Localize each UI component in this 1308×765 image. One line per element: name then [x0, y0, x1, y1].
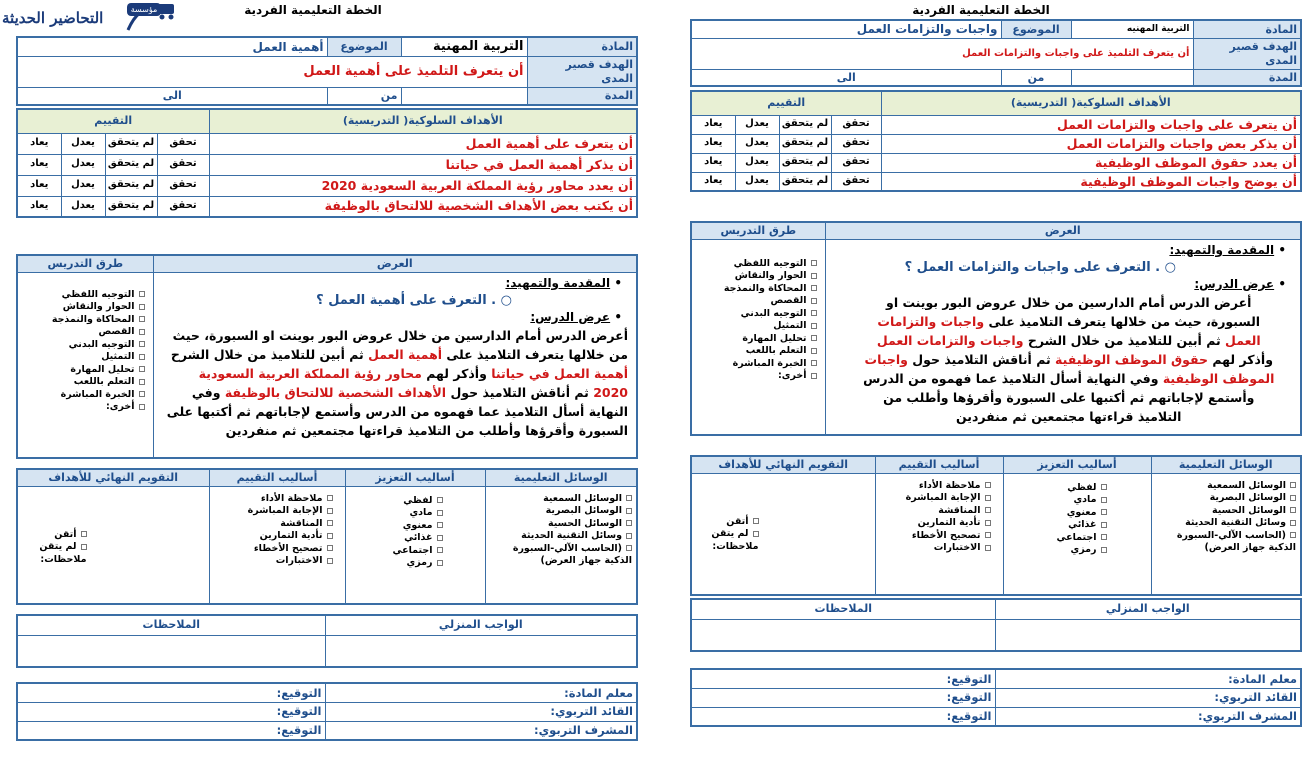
assess-item[interactable]: تصحيح الأخطاء	[214, 543, 333, 556]
intro-label: المقدمة والتمهيد:	[505, 275, 611, 290]
eval-redo[interactable]: يعاد	[17, 133, 61, 154]
assess-item[interactable]: المناقشة	[214, 518, 333, 531]
presentation-header: العرض	[825, 222, 1301, 239]
teacher-label: معلم المادة:	[325, 683, 637, 702]
supervisor-label: المشرف التربوي:	[325, 721, 637, 740]
method-item[interactable]: التوجيه البدني	[22, 339, 145, 352]
assess-item[interactable]: ملاحظة الأداء	[880, 480, 991, 493]
lesson-paragraph: أعرض الدرس أمام الدارسين من خلال عروض البور بوينت او السبورة، حيث من خلالها يتعرف التلاميذ على أهمية العمل ثم أبين للتلاميذ من خلال الشرح أهمية العمل في حياتنا وأذكر لهم محاور رؤية المملكة العربية السعودية 2020 ثم أناقش التلاميذ حول الأهداف الشخصية للالتحاق بالوظيفة وفي النهاية أسأل التلاميذ عما فهموه من الدرس وأستمع لإجاباتهم ثم أكتبها على السبورة وأقرؤها وأطلب من التلاميذ قراءتها مجتمعين ثم منفردين	[166, 327, 628, 438]
notes-area[interactable]	[17, 635, 325, 667]
final-header: التقويم النهائي للأهداف	[17, 469, 209, 486]
eval-done[interactable]: تحقق	[831, 153, 881, 172]
assess-header: أساليب التقييم	[209, 469, 345, 486]
reinforce-list	[1003, 473, 1151, 595]
method-item[interactable]: الخبرة المباشرة	[22, 389, 145, 402]
assess-item[interactable]: الاختبارات	[214, 555, 333, 568]
assess-item[interactable]: الاختبارات	[880, 542, 991, 555]
objective-item: أن يعدد محاور رؤية المملكة العربية السعودية 2020	[209, 175, 637, 196]
tools-table	[690, 455, 1302, 596]
sign-label[interactable]: التوقيع:	[691, 688, 995, 707]
methods-list	[691, 239, 825, 435]
reinforce-item[interactable]: مادي	[1008, 494, 1107, 507]
notes-header: الملاحظات	[17, 615, 325, 635]
homework-area[interactable]	[995, 619, 1301, 651]
signature-table	[16, 682, 638, 741]
method-item[interactable]: الحوار والنقاش	[22, 301, 145, 314]
logo	[2, 0, 192, 34]
objectives-table	[690, 90, 1302, 192]
eval-notdone[interactable]: لم يتحقق	[779, 153, 831, 172]
eval-modify[interactable]: يعدل	[735, 153, 779, 172]
eval-modify[interactable]: يعدل	[61, 133, 105, 154]
eval-notdone[interactable]: لم يتحقق	[105, 133, 157, 154]
eval-header: التقييم	[691, 91, 881, 115]
method-item[interactable]: أخرى:	[22, 401, 145, 414]
eval-done[interactable]: تحقق	[831, 172, 881, 191]
eval-modify[interactable]: يعدل	[61, 175, 105, 196]
objectives-header: الأهداف السلوكية( التدريسية)	[209, 109, 637, 133]
goal-label: الهدف قصير المدى	[527, 57, 637, 88]
final-notes: ملاحظات:	[712, 540, 759, 552]
final-item[interactable]: لم يتقن	[696, 528, 759, 541]
method-item[interactable]: التعلم باللعب	[22, 376, 145, 389]
intro-label: المقدمة والتمهيد:	[1169, 242, 1275, 257]
aids-list	[1151, 473, 1301, 595]
logo-text: التحاضير الحديثة	[2, 9, 104, 27]
eval-notdone[interactable]: لم يتحقق	[779, 115, 831, 134]
assess-item[interactable]: ملاحظة الأداء	[214, 493, 333, 506]
reinforce-item[interactable]: غذائي	[350, 532, 443, 545]
lesson-label: عرض الدرس:	[1194, 276, 1275, 291]
eval-notdone[interactable]: لم يتحقق	[105, 175, 157, 196]
from-label: من	[1001, 69, 1071, 86]
intro-question: التعرف على أهمية العمل ؟	[316, 292, 487, 308]
final-eval	[17, 486, 209, 604]
method-item[interactable]: التمثيل	[696, 320, 817, 333]
plan-title: الخطة التعليمية الفردية	[244, 3, 382, 17]
subject-label: المادة	[527, 37, 637, 57]
eval-redo[interactable]: يعاد	[17, 175, 61, 196]
method-item[interactable]: تحليل المهارة	[696, 333, 817, 346]
sign-label[interactable]: التوقيع:	[17, 721, 325, 740]
presentation-table	[690, 221, 1302, 436]
objectives-table	[16, 108, 638, 218]
assess-item[interactable]: الإجابة المباشرة	[214, 505, 333, 518]
eval-notdone[interactable]: لم يتحقق	[779, 172, 831, 191]
assess-item[interactable]: الإجابة المباشرة	[880, 492, 991, 505]
plan-header-table	[16, 36, 638, 106]
method-item[interactable]: الحوار والنقاش	[696, 270, 817, 283]
supervisor-label: المشرف التربوي:	[995, 707, 1301, 726]
objective-item: أن يوضح واجبات الموظف الوظيفية	[881, 172, 1301, 191]
goal-value[interactable]: أن يتعرف التلميذ على أهمية العمل	[17, 57, 527, 88]
objective-item: أن يكتب بعض الأهداف الشخصية للالتحاق بالوظيفة	[209, 196, 637, 217]
homework-table	[690, 598, 1302, 652]
topic-label: الموضوع	[327, 37, 401, 57]
method-item[interactable]: التوجيه البدني	[696, 308, 817, 321]
presentation-body: • المقدمة والتمهيد: ○ . التعرف على أهمية العمل ؟ • عرض الدرس: أعرض الدرس أمام الدارسين من خلال عروض البور بوينت او السبورة، حيث من خلالها يتعرف التلاميذ على أهمية العمل ثم أبين للتلاميذ من خلال الشرح أهمية العمل في حياتنا وأذكر لهم محاور رؤية المملكة العربية السعودية 2020 ثم أناقش التلاميذ حول الأهداف الشخصية للالتحاق بالوظيفة وفي النهاية أسأل التلاميذ عما فهموه من الدرس وأستمع لإجاباتهم ثم أكتبها على السبورة وأقرؤها وأطلب من التلاميذ قراءتها مجتمعين ثم منفردين	[153, 272, 637, 458]
eval-notdone[interactable]: لم يتحقق	[105, 196, 157, 217]
method-item[interactable]: التعلم باللعب	[696, 345, 817, 358]
eval-modify[interactable]: يعدل	[61, 154, 105, 175]
notes-header: الملاحظات	[691, 599, 995, 619]
subject-label: المادة	[1193, 20, 1301, 39]
reinforce-item[interactable]: مادي	[350, 507, 443, 520]
method-item[interactable]: المحاكاة والنمذجة	[696, 283, 817, 296]
final-header: التقويم النهائي للأهداف	[691, 456, 875, 473]
eval-modify[interactable]: يعدل	[735, 172, 779, 191]
reinforce-item[interactable]: رمزي	[350, 557, 443, 570]
notes-area[interactable]	[691, 619, 995, 651]
eval-header: التقييم	[17, 109, 209, 133]
eval-redo[interactable]: يعاد	[691, 153, 735, 172]
plan-title: الخطة التعليمية الفردية	[912, 3, 1050, 17]
aid-item[interactable]: الوسائل البصرية	[1156, 492, 1297, 505]
eval-done[interactable]: تحقق	[157, 175, 209, 196]
methods-list	[17, 272, 153, 458]
final-item[interactable]: أتقن	[22, 529, 87, 542]
methods-header: طرق التدريس	[691, 222, 825, 239]
homework-table	[16, 614, 638, 668]
reinforce-header: أساليب التعزيز	[1003, 456, 1151, 473]
assess-item[interactable]: المناقشة	[880, 505, 991, 518]
homework-header: الواجب المنزلي	[995, 599, 1301, 619]
objective-item: أن يعدد حقوق الموظف الوظيفية	[881, 153, 1301, 172]
objective-item: أن يتعرف على أهمية العمل	[209, 133, 637, 154]
assess-list	[875, 473, 1003, 595]
reinforce-item[interactable]: اجتماعي	[1008, 532, 1107, 545]
eval-modify[interactable]: يعدل	[735, 115, 779, 134]
sign-label[interactable]: التوقيع:	[691, 707, 995, 726]
topic-value[interactable]: أهمية العمل	[17, 37, 327, 57]
aid-item[interactable]: الوسائل الحسية	[1156, 505, 1297, 518]
reinforce-item[interactable]: رمزي	[1008, 544, 1107, 557]
duration-label: المدة	[527, 87, 637, 104]
eval-done[interactable]: تحقق	[831, 134, 881, 153]
reinforce-list	[345, 486, 485, 604]
aid-item[interactable]: الوسائل البصرية	[490, 505, 633, 518]
tools-table	[16, 468, 638, 605]
eval-done[interactable]: تحقق	[157, 133, 209, 154]
method-item[interactable]: التوجيه اللفظي	[696, 258, 817, 271]
aid-item[interactable]: وسائل التقنية الحديثة	[1156, 517, 1297, 530]
plan-header-table	[690, 19, 1302, 87]
lesson-paragraph: أعرض الدرس أمام الدارسين من خلال عروض البور بوينت او السبورة، حيث من خلالها يتعرف التلاميذ على واجبات والتزامات العمل ثم أبين للتلاميذ من خلال الشرح واجبات والتزامات العمل وأذكر لهم حقوق الموظف الوظيفية ثم أناقش التلاميذ حول واجبات الموظف الوظيفية وفي النهاية أسأل التلاميذ عما فهموه من الدرس وأستمع لإجاباتهم ثم أكتبها على السبورة وأقرؤها وأطلب من التلاميذ قراءتها مجتمعين ثم منفردين	[863, 294, 1275, 424]
eval-done[interactable]: تحقق	[157, 154, 209, 175]
assess-item[interactable]: تأدية التمارين	[214, 530, 333, 543]
reinforce-item[interactable]: لفظي	[1008, 482, 1107, 495]
aid-item[interactable]: الوسائل السمعية	[1156, 480, 1297, 493]
presentation-body: • المقدمة والتمهيد: ○ . التعرف على واجبات والتزامات العمل ؟ • عرض الدرس: أعرض الدرس أمام الدارسين من خلال عروض البور بوينت او السبورة، حيث من خلالها يتعرف التلاميذ على واجبات والتزامات العمل ثم أبين للتلاميذ من خلال الشرح واجبات والتزامات العمل وأذكر لهم حقوق الموظف الوظيفية ثم أناقش التلاميذ حول واجبات الموظف الوظيفية وفي النهاية أسأل التلاميذ عما فهموه من الدرس وأستمع لإجاباتهم ثم أكتبها على السبورة وأقرؤها وأطلب من التلاميذ قراءتها مجتمعين ثم منفردين	[825, 239, 1301, 435]
aids-header: الوسائل التعليمية	[485, 469, 637, 486]
reinforce-item[interactable]: غذائي	[1008, 519, 1107, 532]
methods-header: طرق التدريس	[17, 255, 153, 272]
method-item[interactable]: القصص	[696, 295, 817, 308]
reinforce-item[interactable]: معنوي	[350, 520, 443, 533]
homework-area[interactable]	[325, 635, 637, 667]
method-item[interactable]: التوجيه اللفظي	[22, 289, 145, 302]
eval-redo[interactable]: يعاد	[17, 154, 61, 175]
logo-badge: مؤسسة	[127, 3, 161, 16]
eval-redo[interactable]: يعاد	[691, 115, 735, 134]
aid-item[interactable]: وسائل التقنية الحديثة	[490, 530, 633, 543]
reinforce-header: أساليب التعزيز	[345, 469, 485, 486]
homework-header: الواجب المنزلي	[325, 615, 637, 635]
eval-modify[interactable]: يعدل	[61, 196, 105, 217]
aids-header: الوسائل التعليمية	[1151, 456, 1301, 473]
eval-done[interactable]: تحقق	[831, 115, 881, 134]
from-label: من	[327, 87, 401, 104]
final-eval	[691, 473, 875, 595]
objective-item: أن يتعرف على واجبات والتزامات العمل	[881, 115, 1301, 134]
assess-list	[209, 486, 345, 604]
eval-redo[interactable]: يعاد	[691, 172, 735, 191]
leader-label: القائد التربوي:	[325, 702, 637, 721]
final-item[interactable]: لم يتقن	[22, 541, 87, 554]
sign-label[interactable]: التوقيع:	[17, 683, 325, 702]
method-item[interactable]: أخرى:	[696, 370, 817, 383]
aid-item[interactable]: الوسائل السمعية	[490, 493, 633, 506]
method-item[interactable]: تحليل المهارة	[22, 364, 145, 377]
topic-value[interactable]: واجبات والتزامات العمل	[691, 20, 1001, 39]
goal-value[interactable]: أن يتعرف التلميذ على واجبات والتزامات العمل	[691, 39, 1193, 70]
teacher-label: معلم المادة:	[995, 669, 1301, 688]
aid-item[interactable]: الوسائل الحسية	[490, 518, 633, 531]
final-notes: ملاحظات:	[40, 553, 87, 565]
objectives-header: الأهداف السلوكية( التدريسية)	[881, 91, 1301, 115]
eval-notdone[interactable]: لم يتحقق	[105, 154, 157, 175]
objective-item: أن يذكر أهمية العمل في حياتنا	[209, 154, 637, 175]
leader-label: القائد التربوي:	[995, 688, 1301, 707]
duration-label: المدة	[1193, 69, 1301, 86]
reinforce-item[interactable]: معنوي	[1008, 507, 1107, 520]
aids-list	[485, 486, 637, 604]
subject-value[interactable]: التربية المهنيه	[1071, 20, 1193, 39]
eval-redo[interactable]: يعاد	[17, 196, 61, 217]
reinforce-item[interactable]: لفظي	[350, 495, 443, 508]
assess-header: أساليب التقييم	[875, 456, 1003, 473]
aid-item[interactable]: (الحاسب الآلي-السبورة الذكية جهاز العرض)	[1176, 529, 1296, 554]
intro-question: التعرف على واجبات والتزامات العمل ؟	[904, 259, 1151, 275]
lesson-label: عرض الدرس:	[530, 309, 611, 324]
presentation-table	[16, 254, 638, 459]
to-label: الى	[691, 69, 1001, 86]
eval-done[interactable]: تحقق	[157, 196, 209, 217]
sign-label[interactable]: التوقيع:	[691, 669, 995, 688]
eval-notdone[interactable]: لم يتحقق	[779, 134, 831, 153]
topic-label: الموضوع	[1001, 20, 1071, 39]
goal-label: الهدف قصير المدى	[1193, 39, 1301, 70]
signature-table	[690, 668, 1302, 727]
presentation-header: العرض	[153, 255, 637, 272]
method-item[interactable]: القصص	[22, 326, 145, 339]
to-label: الى	[17, 87, 327, 104]
assess-item[interactable]: تأدية التمارين	[880, 517, 991, 530]
aid-item[interactable]: (الحاسب الآلي-السبورة الذكية جهاز العرض)	[512, 542, 632, 567]
eval-modify[interactable]: يعدل	[735, 134, 779, 153]
eval-redo[interactable]: يعاد	[691, 134, 735, 153]
method-item[interactable]: المحاكاة والنمذجة	[22, 314, 145, 327]
objective-item: أن يذكر بعض واجبات والتزامات العمل	[881, 134, 1301, 153]
final-item[interactable]: أتقن	[696, 516, 759, 529]
subject-value[interactable]: التربية المهنية	[401, 37, 527, 57]
right-page	[654, 0, 1308, 765]
method-item[interactable]: الخبرة المباشرة	[696, 358, 817, 371]
reinforce-item[interactable]: اجتماعي	[350, 545, 443, 558]
assess-item[interactable]: تصحيح الأخطاء	[880, 530, 991, 543]
sign-label[interactable]: التوقيع:	[17, 702, 325, 721]
method-item[interactable]: التمثيل	[22, 351, 145, 364]
